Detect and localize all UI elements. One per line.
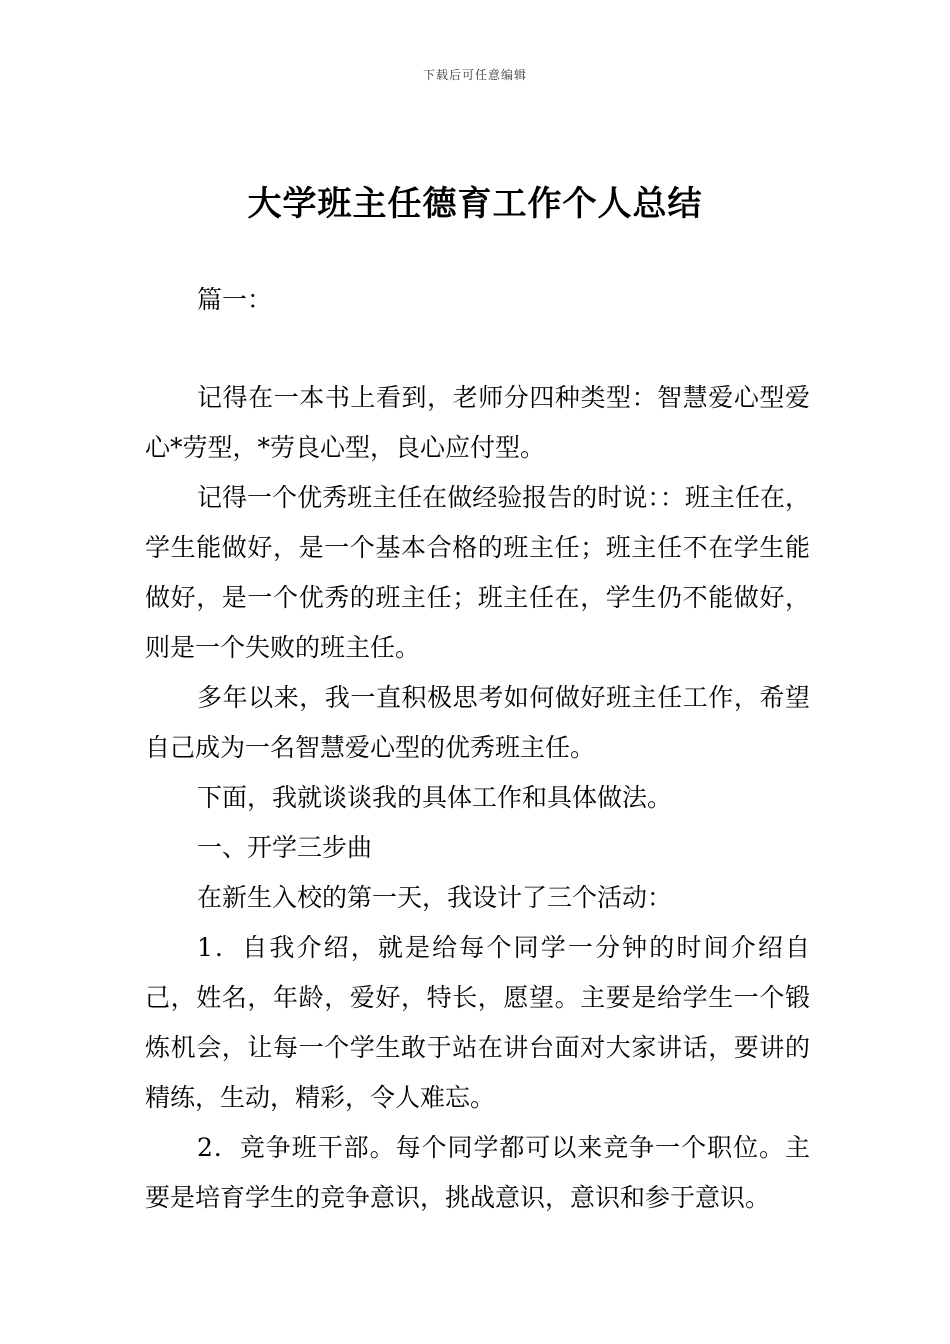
paragraph-1: 记得在一本书上看到，老师分四种类型：智慧爱心型爱心*劳型，*劳良心型，良心应付型。	[145, 383, 810, 462]
section-heading: 一、开学三步曲	[197, 833, 373, 862]
paragraph-3: 多年以来，我一直积极思考如何做好班主任工作，希望自己成为一名智慧爱心型的优秀班主任。	[145, 683, 810, 762]
document-body	[145, 373, 810, 1223]
list-item-1: 1．自我介绍，就是给每个同学一分钟的时间介绍自己，姓名，年龄，爱好，特长，愿望。主要是给学生一个锻炼机会，让每一个学生敢于站在讲台面对大家讲话，要讲的精练，生动，精彩，令人难忘。	[145, 933, 810, 1112]
list-item-2: 2．竞争班干部。每个同学都可以来竞争一个职位。主要是培育学生的竞争意识，挑战意识，意识和参于意识。	[145, 1133, 810, 1212]
section-label: 篇一：	[197, 285, 273, 314]
header-note: 下载后可任意编辑	[422, 68, 527, 82]
paragraph-4: 下面，我就谈谈我的具体工作和具体做法。	[197, 783, 673, 812]
paragraph-6: 在新生入校的第一天，我设计了三个活动：	[197, 883, 673, 912]
document-title: 大学班主任德育工作个人总结	[247, 184, 703, 224]
paragraph-2: 记得一个优秀班主任在做经验报告的时说：：班主任在，学生能做好，是一个基本合格的班主任；班主任不在学生能做好，是一个优秀的班主任；班主任在，学生仍不能做好，则是一个失败的班主任。	[145, 483, 810, 662]
